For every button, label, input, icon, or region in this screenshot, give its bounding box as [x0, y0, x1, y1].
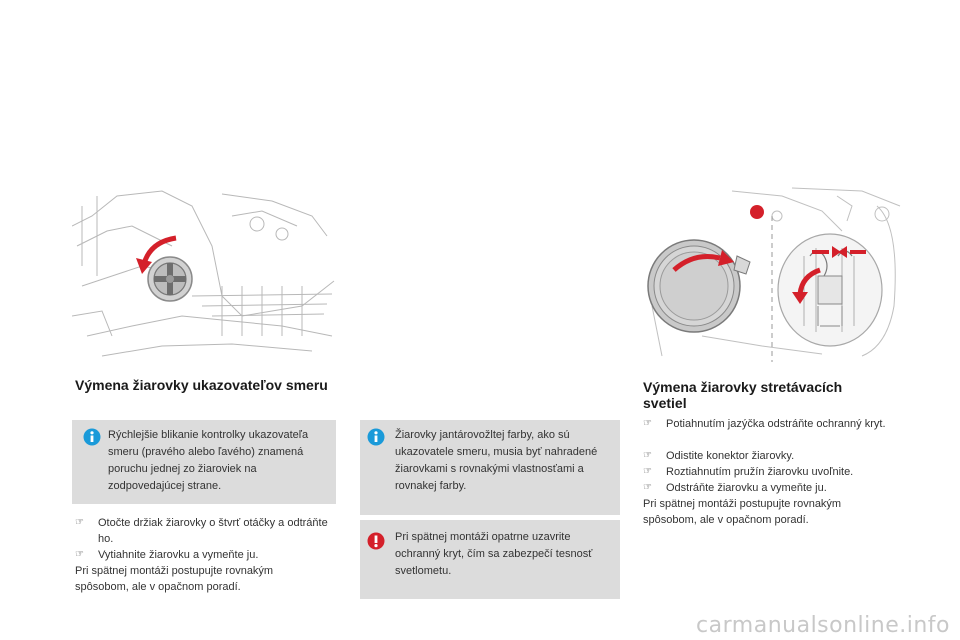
turn-signal-title: Výmena žiarovky ukazovateľov smeru — [75, 377, 328, 393]
amber-bulb-info-box — [360, 420, 620, 515]
warning-icon — [367, 532, 385, 550]
list-item: ☞ Odistite konektor žiarovky. — [643, 450, 795, 462]
turn-signal-note: Pri spätnej montáži postupujte rovnakým spôsobom, ale v opačnom poradí. — [75, 565, 274, 593]
low-beam-illustration — [642, 186, 902, 362]
turn-signal-info-text: Rýchlejšie blikanie kontrolky ukazovateľa smeru (pravého alebo ľavého) znamená poruchu jednej zo žiaroviek na zodpovedajúcej strane. — [108, 429, 309, 492]
turn-signal-info-box — [72, 420, 336, 504]
warning-text: Pri spätnej montáži opatrne uzavrite ochranný kryt, čím sa zabezpečí tesnosť svetlometu. — [395, 531, 593, 577]
pointing-hand-icon: ☞ — [643, 450, 652, 461]
pointing-hand-icon: ☞ — [643, 466, 652, 477]
info-icon — [83, 428, 101, 446]
pointing-hand-icon: ☞ — [643, 418, 652, 429]
pointing-hand-icon: ☞ — [75, 549, 84, 560]
list-item: ☞ Odstráňte žiarovku a vymeňte ju. — [643, 482, 827, 494]
list-item: ☞ Potiahnutím jazýčka odstráňte ochranný kryt. — [643, 418, 886, 430]
turn-signal-illustration — [72, 186, 336, 362]
list-item: ☞ Roztiahnutím pružín žiarovku uvoľnite. — [643, 466, 854, 478]
amber-bulb-info-text: Žiarovky jantárovožltej farby, ako sú ukazovatele smeru, musia byť nahradené žiarovkami s rovnakými vlastnosťami a rovnakej farby. — [395, 429, 598, 492]
low-beam-note: Pri spätnej montáži postupujte rovnakým spôsobom, ale v opačnom poradí. — [643, 498, 842, 526]
pointing-hand-icon: ☞ — [643, 482, 652, 493]
watermark: carmanualsonline.info — [696, 613, 950, 638]
list-item: ☞ Otočte držiak žiarovky o štvrť otáčky a odtráňte ho. — [75, 517, 328, 545]
low-beam-title: Výmena žiarovky stretávacích svetiel — [643, 379, 843, 411]
list-item: ☞ Vytiahnite žiarovku a vymeňte ju. — [75, 549, 259, 561]
info-icon — [367, 428, 385, 446]
warning-box — [360, 520, 620, 599]
pointing-hand-icon: ☞ — [75, 517, 84, 528]
